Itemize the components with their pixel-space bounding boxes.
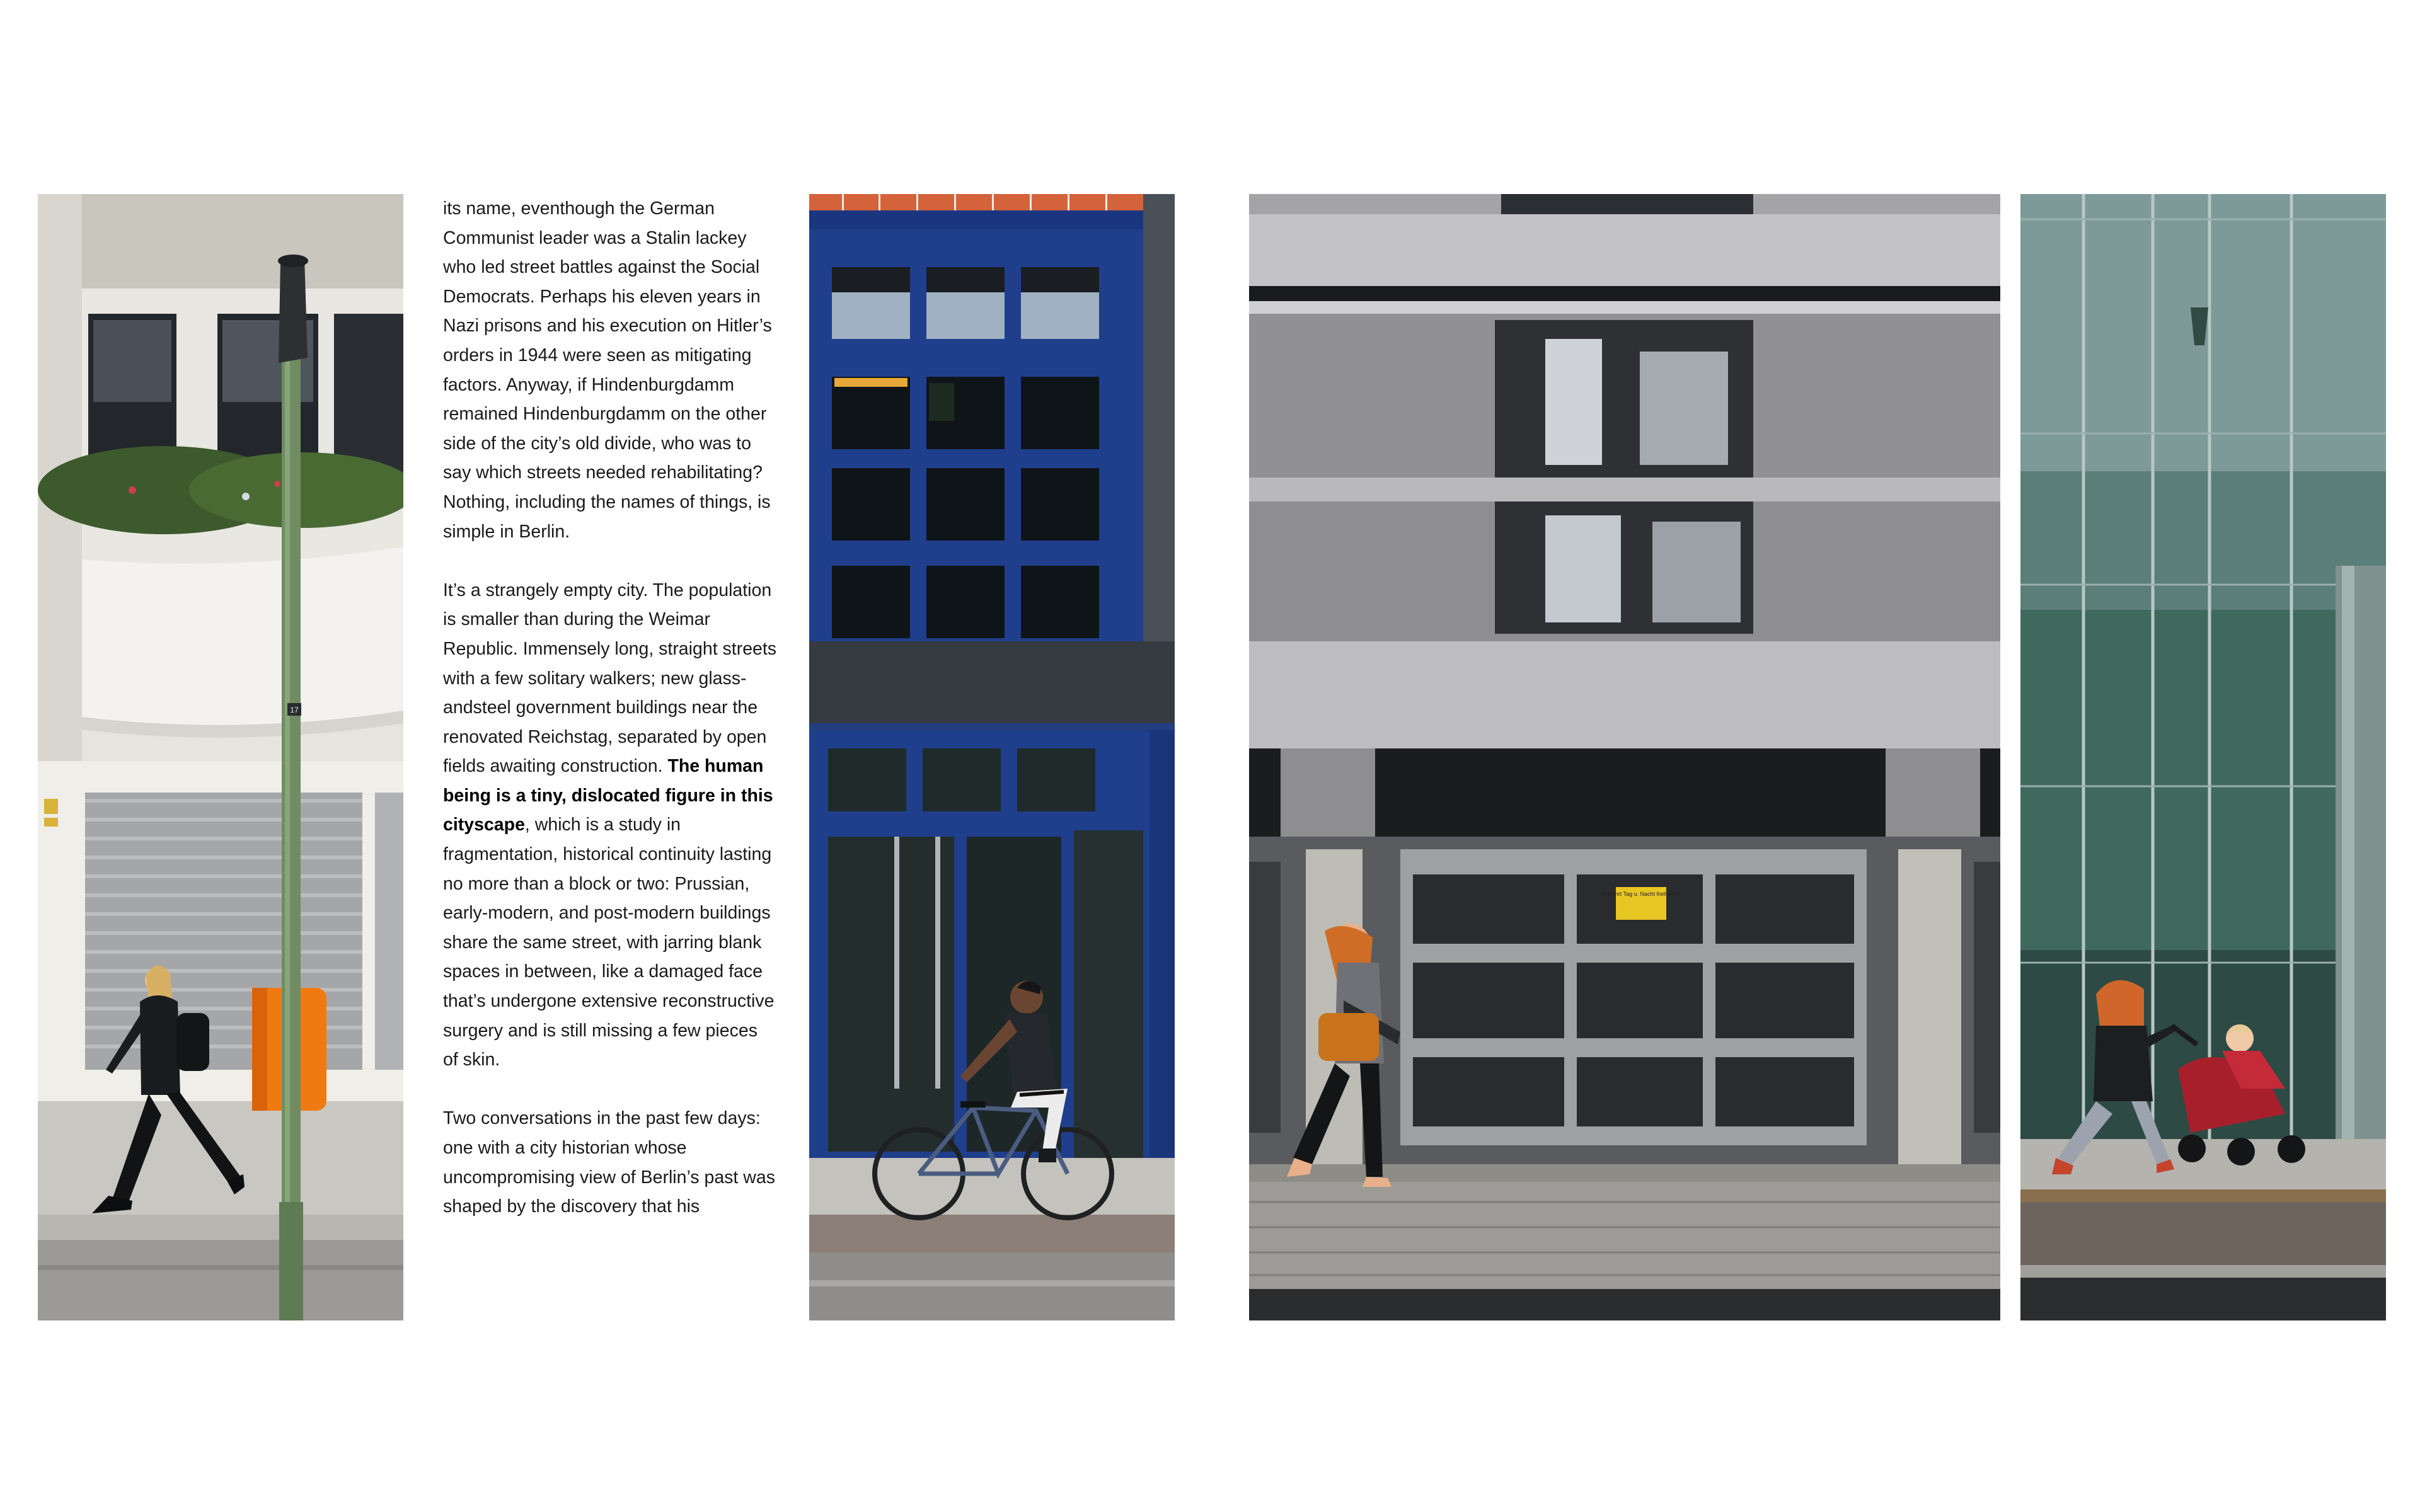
paragraph-2-emphasis: The human being is a tiny, dislocated figure in this cityscape [443,756,773,835]
paragraph-1: its name, eventhough the German Communist leader was a Stalin lackey who led street battles against the Social Democrats. Perhaps his eleven years in Nazi prisons and his execution on Hitler’s orders in 1944 were seen as mitigating factors. Anyway, if Hindenburgdamm remained Hindenburgdamm on the other side of the city’s old divide, who was to say which streets needed rehabilitating? Nothing, including the names of things, is simple in Berlin. [443,198,772,542]
no-parking-sign: Ausfahrt Tag u. Nacht freihalten! [1600,891,1682,897]
paragraph-2-lead: It’s a strangely empty city. The population is smaller than during the Weimar Republic. Immensely long, straight streets with a few solitary walkers; new glass-andsteel government buildings near the renovated Reichstag, separated by open fields awaiting construction. [443,580,777,777]
photo-woman-walking-pole [38,194,403,1320]
paragraph-2 [443,576,777,1075]
photo-3-illustration [1249,194,2000,1320]
article-text-column [443,194,777,1320]
photo-2-illustration [809,194,1175,1320]
photo-woman-gray-facade [1249,194,2000,1320]
photo-1-illustration [38,194,403,1320]
photo-4-illustration [2020,194,2386,1320]
paragraph-2-rest: , which is a study in fragmentation, historical continuity lasting no more than a block or two: Prussian, early-modern, and post-modern buildings share the same street, with jarring blank spaces in between, like a damaged face that’s undergone extensive reconstructive surgery and is still missing a few pieces of skin. [443,815,775,1070]
photo-cyclist-blue-door [809,194,1175,1320]
photo-woman-stroller-glass [2020,194,2386,1320]
pole-number-label: 17 [290,706,299,714]
paragraph-3: Two conversations in the past few days: one with a city historian whose uncompromising view of Berlin’s past was shaped by the discovery that his [443,1108,775,1217]
